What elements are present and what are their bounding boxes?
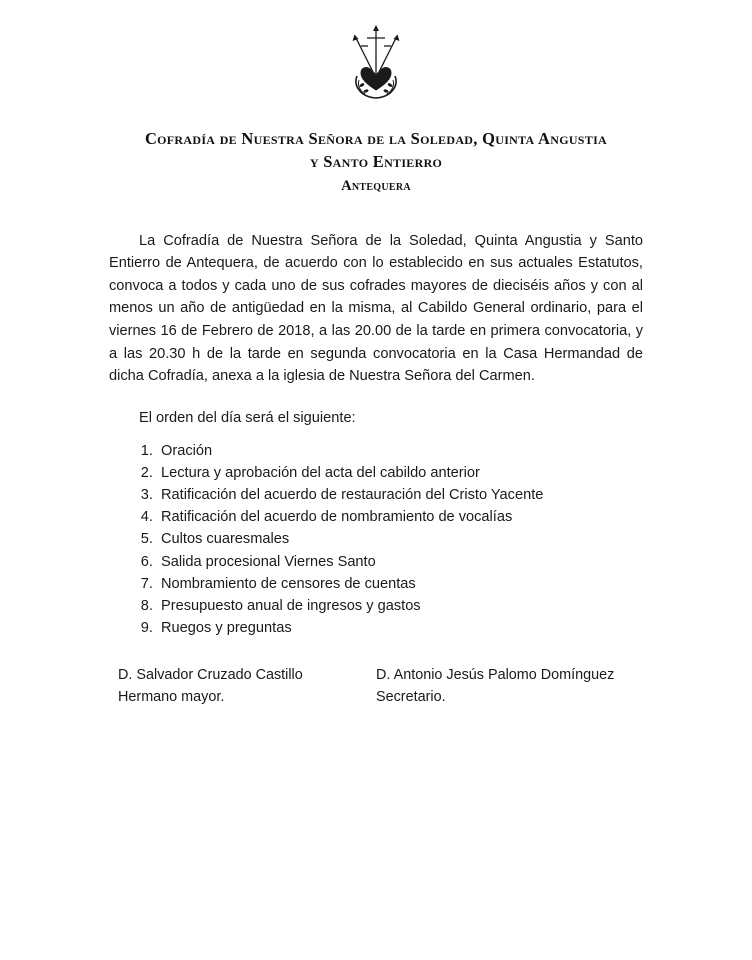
agenda-list <box>95 440 657 640</box>
title-line-2: y Santo Entierro <box>309 151 443 171</box>
signature-left-role: Hermano mayor. <box>118 688 225 705</box>
agenda-intro: El orden del día será el siguiente: <box>139 409 356 426</box>
list-item: 1. Oración <box>157 440 657 462</box>
signature-names-row <box>118 665 638 687</box>
list-item: 5. Cultos cuaresmales <box>157 528 657 550</box>
list-item: 7. Nombramiento de censores de cuentas <box>157 573 657 595</box>
list-item: 2. Lectura y aprobación del acta del cabildo anterior <box>157 462 657 484</box>
title-line-3: Antequera <box>341 177 411 194</box>
list-item: 8. Presupuesto anual de ingresos y gastos <box>157 595 657 617</box>
list-item: 3. Ratificación del acuerdo de restauración del Cristo Yacente <box>157 484 657 506</box>
signature-block <box>118 665 638 708</box>
signature-roles-row <box>118 687 638 709</box>
signature-right-role: Secretario. <box>376 688 446 705</box>
list-item: 4. Ratificación del acuerdo de nombramiento de vocalías <box>157 506 657 528</box>
signature-right-name: D. Antonio Jesús Palomo Domínguez <box>376 667 615 683</box>
list-item: 6. Salida procesional Viernes Santo <box>157 551 657 573</box>
document-title <box>0 128 752 196</box>
body-text <box>109 230 643 388</box>
title-line-1: Cofradía de Nuestra Señora de la Soledad, Quinta Angustia <box>144 129 608 148</box>
convocation-paragraph: La Cofradía de Nuestra Señora de la Soledad, Quinta Angustia y Santo Entierro de Antequera, de acuerdo con lo establecido en sus actuales Estatutos, convoca a todos y cada uno de sus cofrades mayores de dieciséis años y con al menos un año de antigüedad en la misma, al Cabildo General ordinario, para el viernes 16 de Febrero de 2018, a las 20.00 de la tarde en primera convocatoria, y a las 20.30 h de la tarde en segunda convocatoria en la Casa Hermandad de dicha Cofradía, anexa a la iglesia de Nuestra Señora del Carmen. <box>109 232 643 385</box>
brotherhood-crest-icon <box>339 22 413 100</box>
signature-left-name: D. Salvador Cruzado Castillo <box>118 667 303 683</box>
emblem-container <box>0 0 752 100</box>
list-item: 9. Ruegos y preguntas <box>157 617 657 639</box>
